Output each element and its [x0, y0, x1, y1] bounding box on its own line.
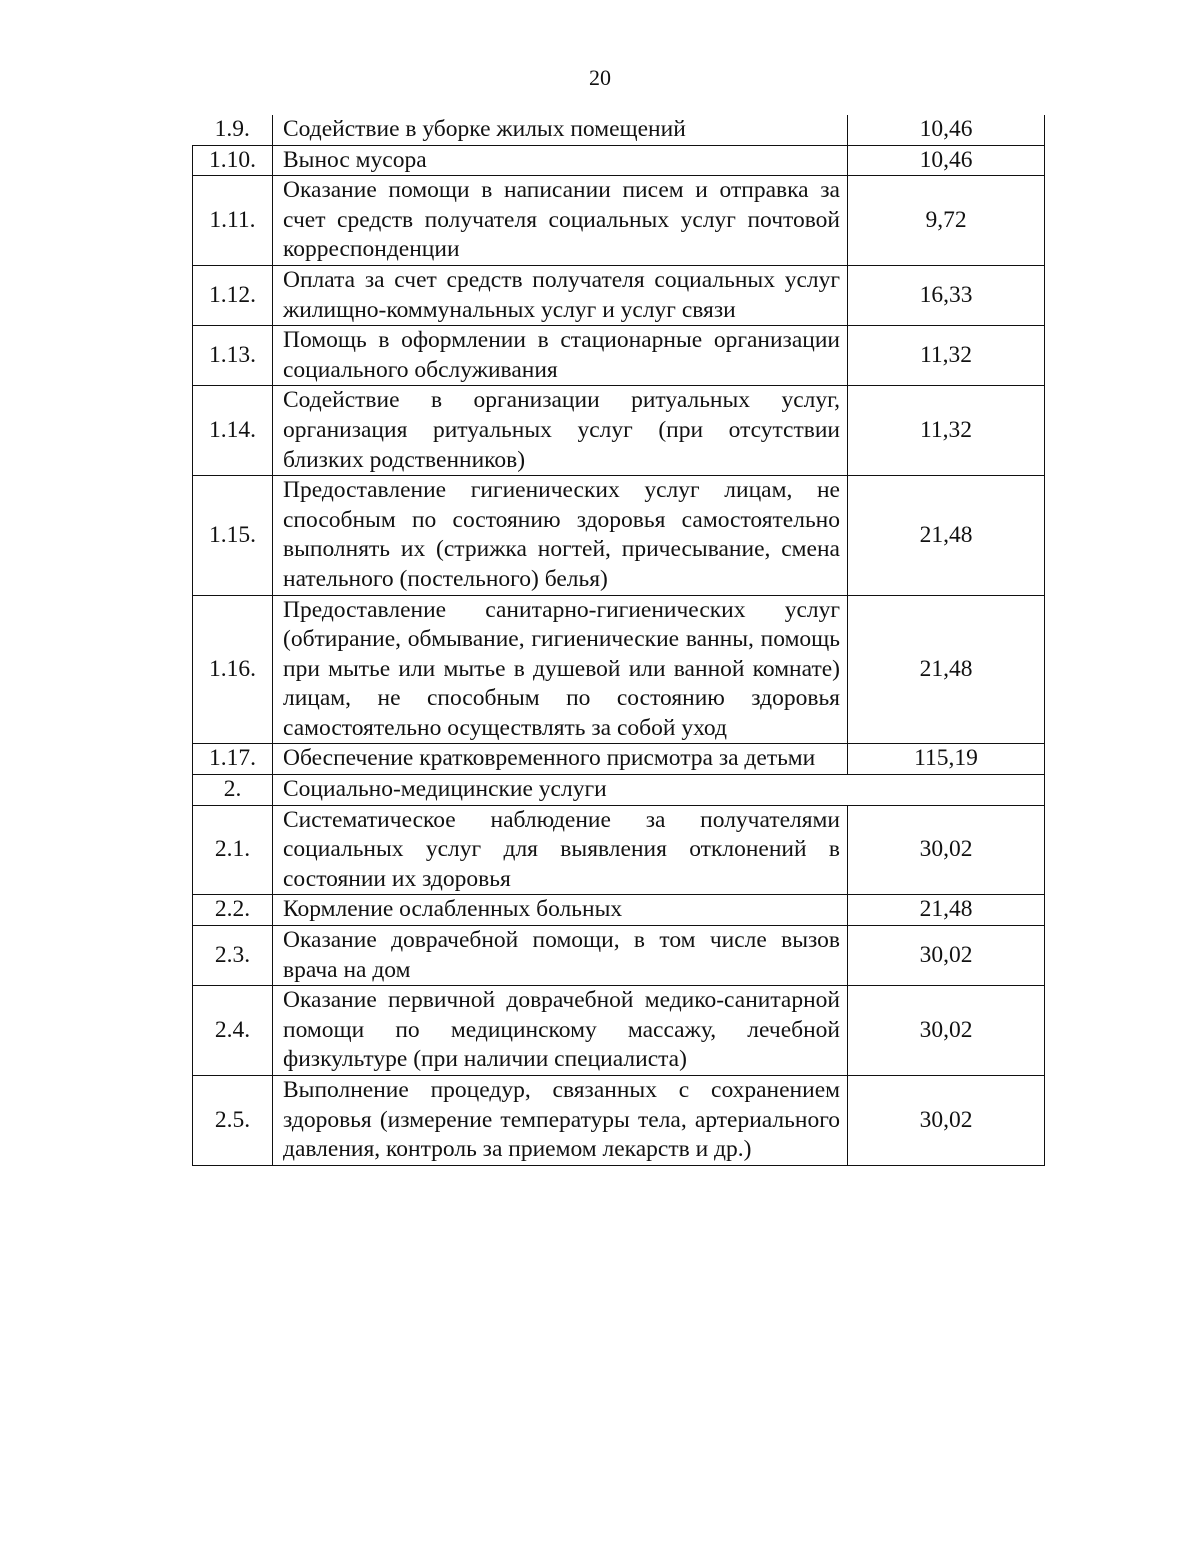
service-name: Содействие в уборке жилых помещений	[273, 115, 848, 145]
service-name: Выполнение процедур, связанных с сохранением здоровья (измерение температуры тела, артериального давления, контроль за приемом лекарств и др.)	[273, 1076, 848, 1166]
page-number: 20	[589, 65, 611, 90]
services-price-table	[192, 115, 1045, 1166]
service-price: 16,33	[848, 265, 1045, 325]
row-number: 2.1.	[193, 805, 273, 895]
service-name: Предоставление гигиенических услуг лицам, не способным по состоянию здоровья самостоятельно выполнять их (стрижка ногтей, причесывание, смена нательного (постельного) белья)	[273, 476, 848, 595]
row-number: 1.16.	[193, 595, 273, 744]
row-number: 1.10.	[193, 145, 273, 176]
service-price: 11,32	[848, 326, 1045, 386]
service-price: 11,32	[848, 386, 1045, 476]
table-row	[193, 1076, 1045, 1166]
row-number: 2.5.	[193, 1076, 273, 1166]
service-name: Кормление ослабленных больных	[273, 895, 848, 926]
section-header-row	[193, 775, 1045, 806]
table-row	[193, 145, 1045, 176]
table-row	[193, 176, 1045, 266]
service-price: 10,46	[848, 145, 1045, 176]
service-name: Обеспечение кратковременного присмотра за детьми	[273, 744, 848, 775]
section-number: 2.	[193, 775, 273, 806]
table-row	[193, 926, 1045, 986]
table-row	[193, 386, 1045, 476]
service-name: Предоставление санитарно-гигиенических услуг (обтирание, обмывание, гигиенические ванны, помощь при мытье или мытье в душевой или ванной комнате) лицам, не способным по состоянию здоровья самостоятельно осуществлять за собой уход	[273, 595, 848, 744]
service-name: Вынос мусора	[273, 145, 848, 176]
table-row	[193, 744, 1045, 775]
service-price: 30,02	[848, 1076, 1045, 1166]
service-price: 21,48	[848, 595, 1045, 744]
service-price: 115,19	[848, 744, 1045, 775]
service-price: 30,02	[848, 805, 1045, 895]
service-name: Оказание помощи в написании писем и отправка за счет средств получателя социальных услуг почтовой корреспонденции	[273, 176, 848, 266]
row-number: 1.13.	[193, 326, 273, 386]
service-price: 10,46	[848, 115, 1045, 145]
service-name: Оказание первичной доврачебной медико-санитарной помощи по медицинскому массажу, лечебной физкультуре (при наличии специалиста)	[273, 986, 848, 1076]
row-number: 1.12.	[193, 265, 273, 325]
table-row	[193, 265, 1045, 325]
table-row	[193, 986, 1045, 1076]
row-number: 2.3.	[193, 926, 273, 986]
row-number: 2.4.	[193, 986, 273, 1076]
service-price: 30,02	[848, 926, 1045, 986]
row-number: 1.11.	[193, 176, 273, 266]
service-price: 9,72	[848, 176, 1045, 266]
service-price: 21,48	[848, 895, 1045, 926]
row-number: 2.2.	[193, 895, 273, 926]
table-row	[193, 595, 1045, 744]
table-row	[193, 326, 1045, 386]
service-price: 21,48	[848, 476, 1045, 595]
service-name: Оказание доврачебной помощи, в том числе вызов врача на дом	[273, 926, 848, 986]
section-title: Социально-медицинские услуги	[273, 775, 1045, 806]
table-row	[193, 895, 1045, 926]
row-number: 1.14.	[193, 386, 273, 476]
table-row	[193, 476, 1045, 595]
row-number: 1.9.	[193, 115, 273, 145]
service-price: 30,02	[848, 986, 1045, 1076]
service-name: Систематическое наблюдение за получателями социальных услуг для выявления отклонений в состоянии их здоровья	[273, 805, 848, 895]
service-name: Оплата за счет средств получателя социальных услуг жилищно-коммунальных услуг и услуг связи	[273, 265, 848, 325]
service-name: Помощь в оформлении в стационарные организации социального обслуживания	[273, 326, 848, 386]
service-name: Содействие в организации ритуальных услуг, организация ритуальных услуг (при отсутствии близких родственников)	[273, 386, 848, 476]
table-row	[193, 805, 1045, 895]
row-number: 1.17.	[193, 744, 273, 775]
table-row	[193, 115, 1045, 145]
row-number: 1.15.	[193, 476, 273, 595]
